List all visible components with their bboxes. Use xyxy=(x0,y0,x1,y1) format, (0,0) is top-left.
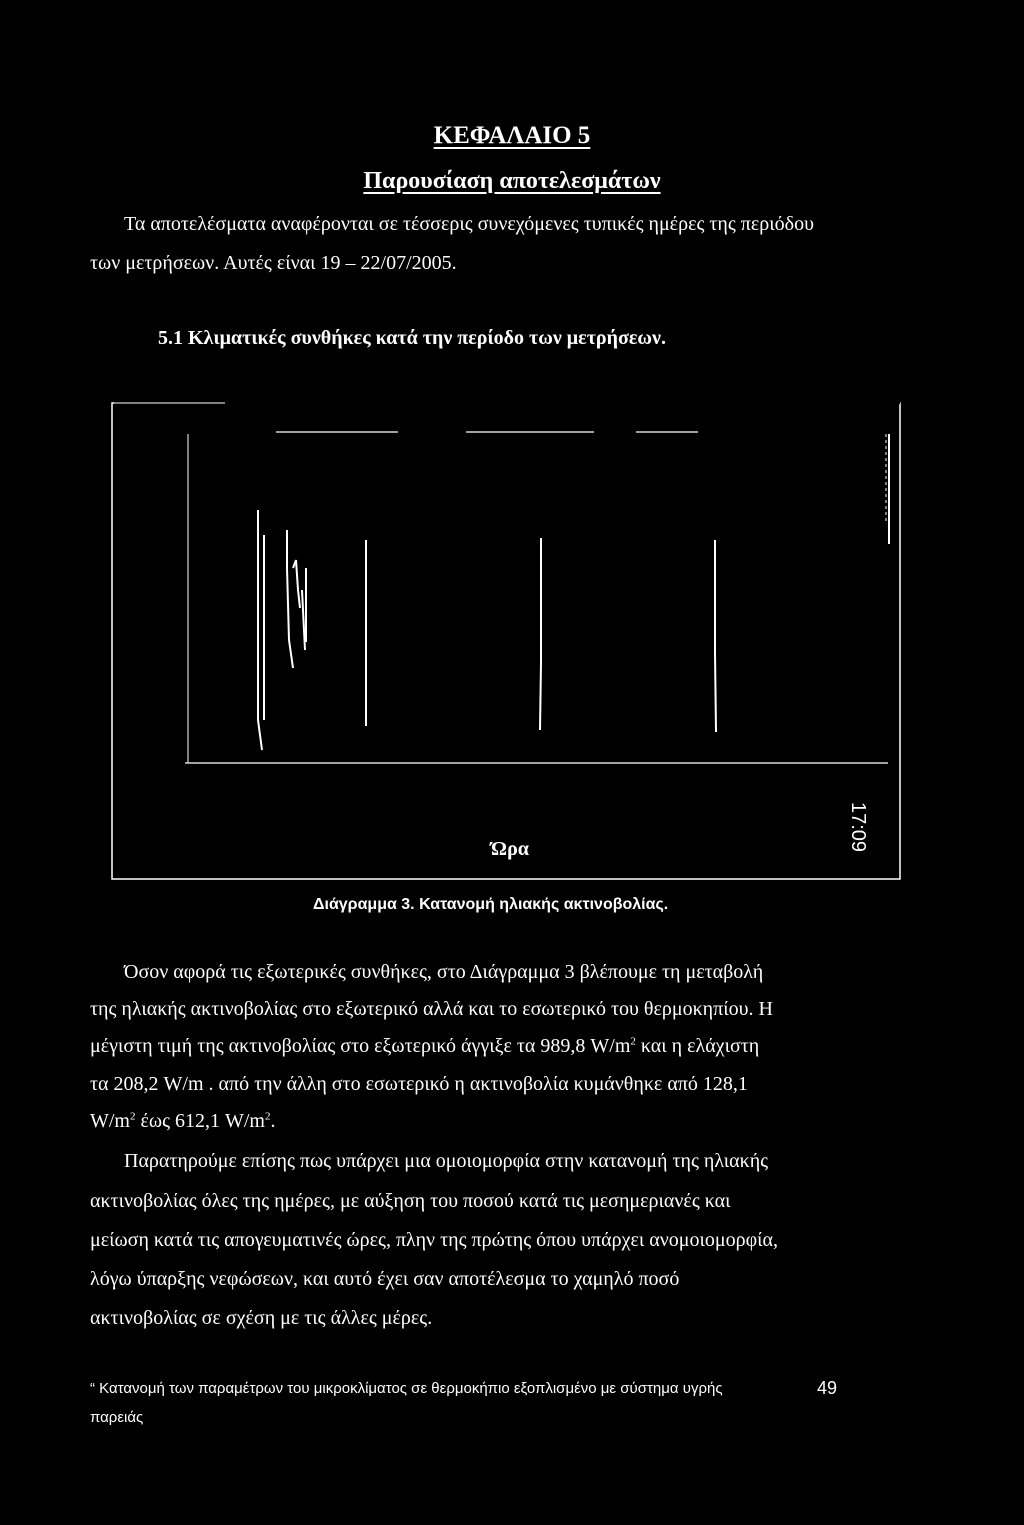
page-number: 49 xyxy=(817,1378,838,1398)
chapter-heading: ΚΕΦΑΛΑΙΟ 5 xyxy=(433,122,591,149)
chart-outer-frame xyxy=(112,403,900,879)
paragraph2-line1: Παρατηρούμε επίσης πως υπάρχει μια ομοιομορφία στην κατανομή της ηλιακής xyxy=(124,1150,769,1172)
paragraph2-line2: ακτινοβολίας όλες της ημέρες, με αύξηση του ποσού κατά τις μεσημεριανές και xyxy=(90,1190,731,1212)
p1-line5-c: . xyxy=(270,1110,276,1132)
x-axis-label: Ώρα xyxy=(491,838,529,860)
radiation-trace-segment xyxy=(540,662,541,730)
paragraph1-line3 xyxy=(90,1035,759,1058)
chart-caption: Διάγραμμα 3. Κατανομή ηλιακής ακτινοβολίας. xyxy=(313,896,669,913)
radiation-trace-segment xyxy=(302,590,304,630)
x-tick-label: 17:09 xyxy=(847,802,869,853)
section-title: Παρουσίαση αποτελεσμάτων xyxy=(363,168,661,194)
p1-line5-sup1: 2 xyxy=(130,1110,136,1123)
radiation-trace-segment xyxy=(287,568,289,640)
p1-line5-sup2: 2 xyxy=(264,1110,271,1123)
p1-line5-a: W/m xyxy=(90,1110,130,1132)
p1-line3-tail: και η ελάχιστη xyxy=(635,1035,760,1057)
paragraph1-line4: τα 208,2 W/m . από την άλλη στο εσωτερικό η ακτινοβολία κυμάνθηκε από 128,1 xyxy=(90,1073,748,1095)
radiation-trace-segment xyxy=(289,640,293,668)
footer-text-line2: παρειάς xyxy=(90,1409,144,1426)
footer-text-line1: “ Κατανομή των παραμέτρων του μικροκλίματος σε θερμοκήπιο εξοπλισμένο με σύστημα υγρής xyxy=(90,1380,723,1397)
radiation-trace-segment xyxy=(258,720,262,750)
radiation-trace-segment xyxy=(304,630,305,650)
radiation-series xyxy=(258,434,889,750)
solar-radiation-chart xyxy=(0,390,1024,890)
subsection-heading: 5.1 Κλιματικές συνθήκες κατά την περίοδο των μετρήσεων. xyxy=(158,327,666,349)
p1-line3-sup: 2 xyxy=(630,1035,636,1048)
paragraph1-line1: Όσον αφορά τις εξωτερικές συνθήκες, στο Διάγραμμα 3 βλέπουμε τη μεταβολή xyxy=(124,961,764,983)
paragraph2-line5: ακτινοβολίας σε σχέση με τις άλλες μέρες. xyxy=(90,1307,433,1329)
paragraph2-line3: μείωση κατά τις απογευματινές ώρες, πλην της πρώτης όπου υπάρχει ανομοιομορφία, xyxy=(90,1229,778,1251)
intro-line-2: των μετρήσεων. Αυτές είναι 19 – 22/07/2005. xyxy=(90,252,457,274)
paragraph2-line4: λόγω ύπαρξης νεφώσεων, και αυτό έχει σαν αποτέλεσμα το χαμηλό ποσό xyxy=(90,1268,680,1290)
intro-line-1: Τα αποτελέσματα αναφέρονται σε τέσσερις συνεχόμενες τυπικές ημέρες της περιόδου xyxy=(124,213,814,235)
paragraph1-line2: της ηλιακής ακτινοβολίας στο εξωτερικό αλλά και το εσωτερικό του θερμοκηπίου. Η xyxy=(90,998,773,1020)
p1-line3-text: μέγιστη τιμή της ακτινοβολίας στο εξωτερικό άγγιξε τα 989,8 W/m xyxy=(90,1035,631,1057)
p1-line5-b: έως 612,1 W/m xyxy=(135,1110,265,1132)
paragraph1-line5 xyxy=(90,1110,275,1133)
frame-top-gap xyxy=(114,401,900,404)
radiation-trace-segment xyxy=(296,560,298,590)
radiation-trace-segment xyxy=(298,590,300,608)
radiation-trace-segment xyxy=(715,652,716,732)
